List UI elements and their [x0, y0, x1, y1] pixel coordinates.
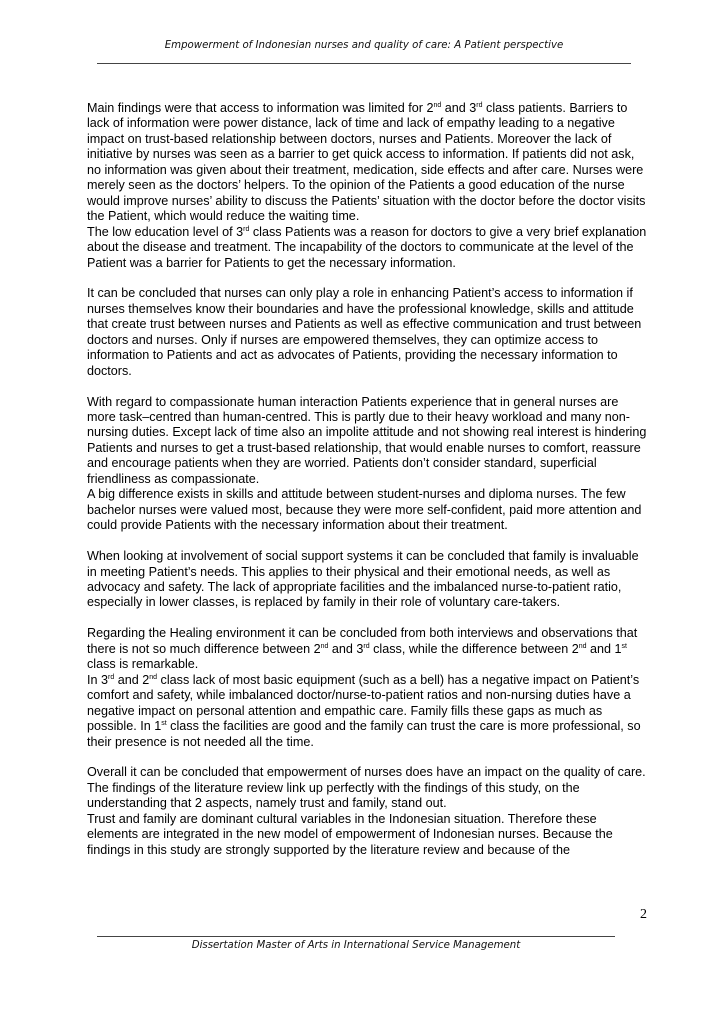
paragraph-overall-conclusion: Overall it can be concluded that empowerment of nurses does have an impact on the quality of care. The findings of the literature review link up perfectly with the findings of this study, on the understanding that 2 aspects, namely trust and family, stand out. — [87, 765, 646, 811]
paragraph-nurses-role: It can be concluded that nurses can only play a role in enhancing Patient’s access to information if nurses themselves know their boundaries and have the professional knowledge, skills and attitude that create trust between nurses and Patients as well as effective communication and trust between doctors and nurses. Only if nurses are empowered themselves, they can optimize access to information to Patients and act as advocates of Patients, providing the necessary information to doctors. — [87, 286, 642, 378]
paragraph-low-education: The low education level of 3rd class Patients was a reason for doctors to give a very brief explanation about the disease and treatment. The incapability of the doctors to communicate at the level of the Patient was a barrier for Patients to get the necessary information. — [87, 224, 647, 270]
paragraph-class-equipment: In 3rd and 2nd class lack of most basic equipment (such as a bell) has a negative impact on Patient’s comfort and safety, while imbalanced doctor/nurse-to-patient ratios and non-nursing duties have a negative impact on personal attention and empathic care. Family fills these gaps as much as possible. In 1st class the facilities are good and the family can trust the care is more professional, so their presence is not needed all the time. — [87, 672, 641, 749]
running-footer: Dissertation Master of Arts in International Service Management — [191, 940, 521, 951]
paragraph-main-findings: Main findings were that access to information was limited for 2nd and 3rd class patients. Barriers to lack of information were power distance, lack of time and lack of empathy leading to a negative impact on trust-based relationship between doctors, nurses and Patients. Moreover the lack of initiative by nurses was seen as a barrier to get quick access to information. If patients did not ask, no information was given about their treatment, medication, side effects and after care. Nurses were merely seen as the doctors’ helpers. To the opinion of the Patients a good education of the nurse would improve nurses’ ability to discuss the Patients’ situation with the doctor before the doctor visits the Patient, which would reduce the waiting time. — [87, 101, 646, 224]
body-text — [87, 101, 647, 858]
paragraph-social-support: When looking at involvement of social support systems it can be concluded that family is invaluable in meeting Patient’s needs. This applies to their physical and their emotional needs, as well as advocacy and safety. The lack of appropriate facilities and the imbalanced nurse-to-patient ratio, especially in lower classes, is replaced by family in their role of voluntary care-takers. — [87, 549, 639, 610]
running-header: Empowerment of Indonesian nurses and quality of care: A Patient perspective — [164, 40, 564, 51]
footer-divider — [97, 936, 615, 937]
paragraph-trust-family: Trust and family are dominant cultural variables in the Indonesian situation. Therefore these elements are integrated in the new model of empowerment of Indonesian nurses. Because the findings in this study are strongly supported by the literature review and because of the — [87, 811, 613, 857]
page-number: 2 — [640, 907, 647, 922]
paragraph-compassionate-interaction: With regard to compassionate human interaction Patients experience that in general nurses are more task–centred than human-centred. This is partly due to their heavy workload and many non-nursing duties. Except lack of time also an impolite attitude and not showing real interest is hindering Patients and nurses to get a trust-based relationship, that would enable nurses to comfort, reassure and encourage patients when they are worried. Patients don’t consider standard, superficial friendliness as compassionate. — [87, 394, 647, 486]
paragraph-healing-environment: Regarding the Healing environment it can be concluded from both interviews and observations that there is not so much difference between 2nd and 3rd class, while the difference between 2nd and 1st class is remarkable. — [87, 626, 638, 672]
paragraph-skills-difference: A big difference exists in skills and attitude between student-nurses and diploma nurses. The few bachelor nurses were valued most, because they were more self-confident, paid more attention and could provide Patients with the necessary information about their treatment. — [87, 487, 642, 533]
header-divider — [97, 63, 631, 64]
